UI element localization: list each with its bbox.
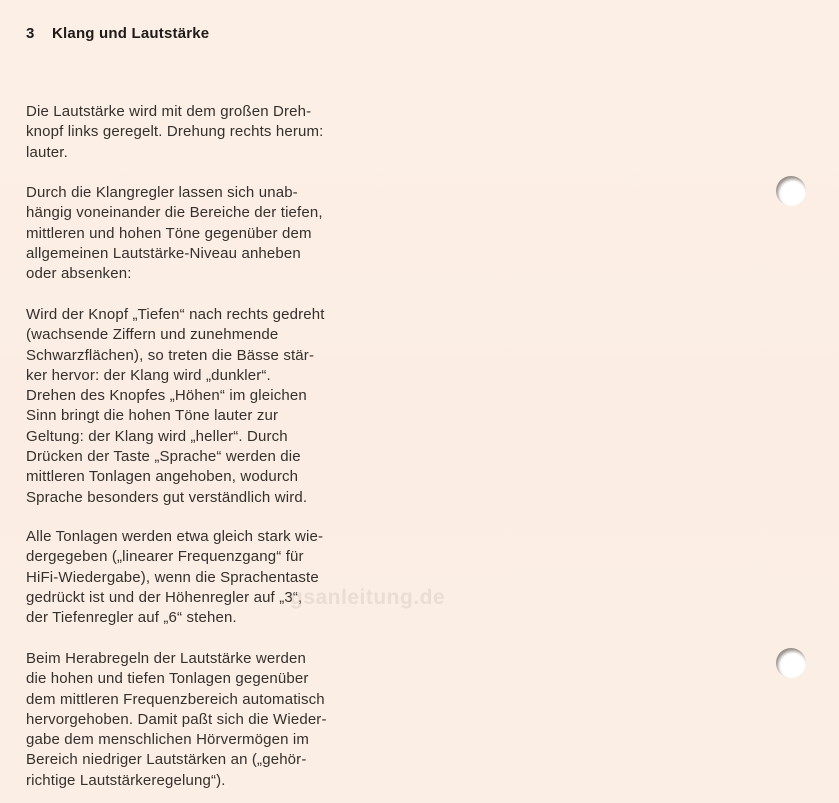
text-line: Drehen des Knopfes „Höhen“ im gleichen: [26, 387, 307, 405]
text-line: dem mittleren Frequenzbereich automatisch: [26, 690, 325, 708]
text-line: mittleren und hohen Töne gegenüber dem: [26, 224, 312, 242]
text-line: Geltung: der Klang wird „heller“. Durch: [26, 427, 288, 445]
section-title: Klang und Lautstärke: [52, 25, 210, 42]
section-heading: [26, 25, 209, 42]
text-line: lauter.: [26, 143, 68, 161]
section-number: 3: [26, 25, 35, 42]
text-line: (wachsende Ziffern und zunehmende: [26, 326, 279, 344]
text-line: Alle Tonlagen werden etwa gleich stark wie-: [26, 528, 324, 545]
text-line: Beim Herabregeln der Lautstärke werden: [26, 650, 307, 667]
paragraph-volume: [26, 102, 386, 163]
text-line: Schwarzflächen), so treten die Bässe stär-: [26, 346, 315, 364]
text-line: hervorgehoben. Damit paßt sich die Wieder-: [26, 710, 327, 728]
text-line: oder absenken:: [26, 265, 132, 283]
text-line: Drücken der Taste „Sprache“ werden die: [26, 448, 301, 466]
watermark-text: gsanleitung.de: [290, 586, 446, 609]
text-line: Sinn bringt die hohen Töne lauter zur: [26, 407, 279, 425]
text-line: allgemeinen Lautstärke-Niveau anheben: [26, 244, 301, 262]
text-line: gedrückt ist und der Höhenregler auf „3“,: [26, 588, 303, 606]
binder-hole-bottom: [776, 648, 806, 678]
paragraph-linear-response: [26, 527, 386, 628]
text-line: HiFi-Wiedergabe), wenn die Sprachentaste: [26, 568, 319, 586]
text-line: die hohen und tiefen Tonlagen gegenüber: [26, 670, 309, 688]
text-line: Durch die Klangregler lassen sich unab-: [26, 184, 298, 201]
text-line: gabe dem menschlichen Hörvermögen im: [26, 731, 310, 749]
text-line: Wird der Knopf „Tiefen“ nach rechts gedreht: [26, 306, 325, 323]
paragraph-tone-controls: [26, 183, 386, 284]
paragraph-loudness: [26, 649, 386, 791]
binder-hole-top: [776, 176, 806, 206]
paragraph-bass-treble: [26, 305, 386, 508]
text-line: dergegeben („linearer Frequenzgang“ für: [26, 548, 304, 566]
text-line: richtige Lautstärkeregelung“).: [26, 771, 226, 789]
text-line: Sprache besonders gut verständlich wird.: [26, 488, 308, 506]
text-line: Die Lautstärke wird mit dem großen Dreh-: [26, 103, 312, 120]
text-line: knopf links geregelt. Drehung rechts herum:: [26, 123, 324, 141]
text-line: Bereich niedriger Lautstärken an („gehör-: [26, 751, 307, 769]
text-line: hängig voneinander die Bereiche der tiefen,: [26, 204, 323, 222]
text-line: ker hervor: der Klang wird „dunkler“.: [26, 366, 271, 384]
text-line: mittleren Tonlagen angehoben, wodurch: [26, 468, 299, 486]
text-line: der Tiefenregler auf „6“ stehen.: [26, 609, 237, 627]
